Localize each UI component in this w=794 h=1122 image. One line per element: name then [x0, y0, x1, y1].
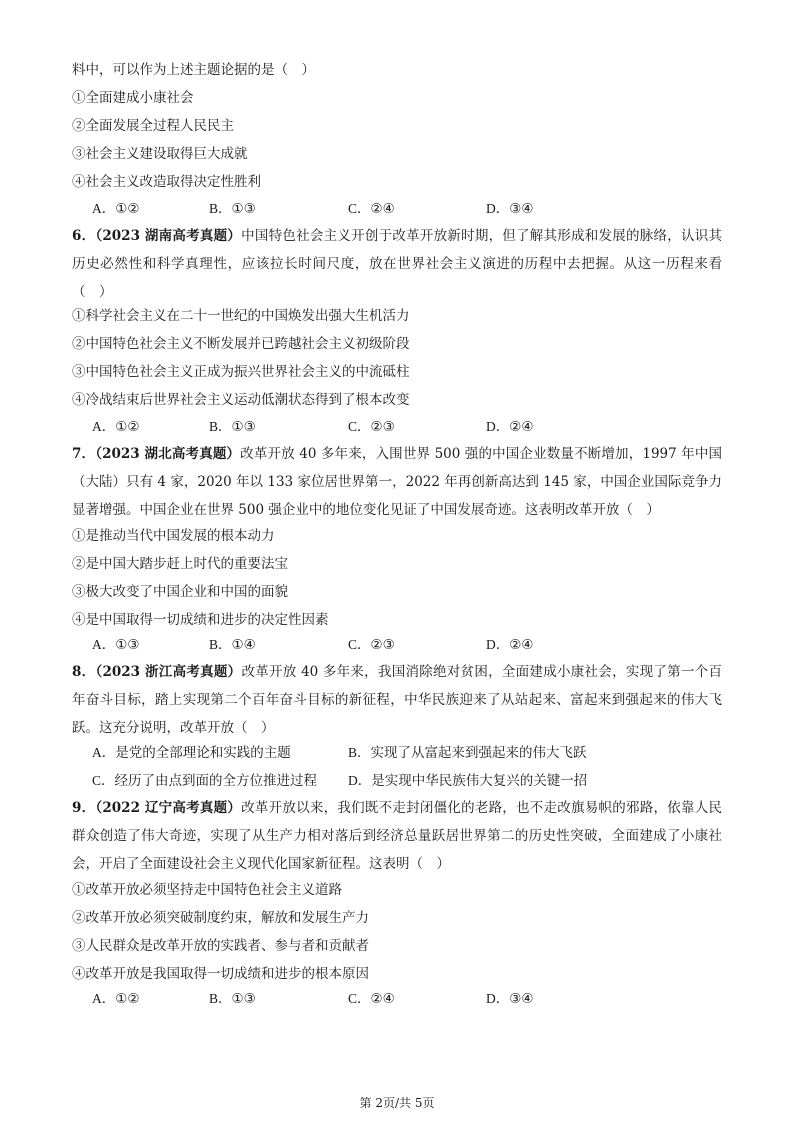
q9-option-d[interactable]: D．③④ [486, 991, 534, 1007]
q7-statement-2: ②是中国大踏步赶上时代的重要法宝 [72, 556, 288, 572]
q7-options [72, 634, 722, 656]
q8-option-d[interactable]: D．是实现中华民族伟大复兴的关键一招 [348, 773, 588, 789]
q7-statement-1: ①是推动当代中国发展的根本动力 [72, 528, 275, 544]
page-number-footer: 第 2页/共 5页 [359, 1096, 435, 1110]
q6-option-a[interactable]: A．①② [92, 419, 140, 435]
q9-statement-3: ③人民群众是改革开放的实践者、参与者和贡献者 [72, 938, 369, 954]
q7-statement-3: ③极大改变了中国企业和中国的面貌 [72, 584, 288, 600]
q9-statement-1: ①改革开放必须坚持走中国特色社会主义道路 [72, 882, 342, 898]
q5-statement-1: ①全面建成小康社会 [72, 90, 194, 106]
q8-options-row-1 [72, 742, 722, 764]
q9-statement-2: ②改革开放必须突破制度约束，解放和发展生产力 [72, 910, 369, 926]
q5-statement-3: ③社会主义建设取得巨大成就 [72, 146, 248, 162]
q6-option-c[interactable]: C．②③ [348, 419, 395, 435]
q9-source: （2022 辽宁高考真题） [95, 800, 242, 816]
q7-source: （2023 湖北高考真题） [95, 446, 241, 462]
q7-option-b[interactable]: B．①④ [209, 637, 256, 653]
q5-stem-tail: 料中，可以作为上述主题论据的是（ ） [72, 62, 315, 78]
q6-statement-1: ①科学社会主义在二十一世纪的中国焕发出强大生机活力 [72, 308, 410, 324]
q7-option-d[interactable]: D．②④ [486, 637, 534, 653]
q6-statement-3: ③中国特色社会主义正成为振兴世界社会主义的中流砥柱 [72, 364, 410, 380]
q7-option-a[interactable]: A．①③ [92, 637, 140, 653]
q8-options-row-2 [72, 770, 722, 792]
q6-statement-4: ④冷战结束后世界社会主义运动低潮状态得到了根本改变 [72, 392, 410, 408]
q5-options [72, 198, 722, 220]
q5-option-c[interactable]: C．②④ [348, 201, 395, 217]
q6-options [72, 416, 722, 438]
q6-statement-2: ②中国特色社会主义不断发展并已跨越社会主义初级阶段 [72, 336, 410, 352]
q9-options [72, 988, 722, 1010]
q5-statement-2: ②全面发展全过程人民民主 [72, 118, 234, 134]
q9-option-b[interactable]: B．①③ [209, 991, 256, 1007]
q6-stem: 6．（2023 湖南高考真题）中国特色社会主义开创于改革开放新时期，但了解其形成和发展的脉络，认识其历史必然性和科学真理性，应该拉长时间尺度，放在世界社会主义演进的历程中去把握。从这一历程来看（ ） [72, 228, 722, 300]
q9-option-c[interactable]: C．②④ [348, 991, 395, 1007]
q8-option-b[interactable]: B．实现了从富起来到强起来的伟大飞跃 [348, 745, 587, 761]
q8-option-a[interactable]: A．是党的全部理论和实践的主题 [92, 745, 291, 761]
q9-number: 9． [72, 800, 96, 816]
q5-statement-4: ④社会主义改造取得决定性胜利 [72, 174, 261, 190]
q6-option-d[interactable]: D．②④ [486, 419, 534, 435]
q8-source: （2023 浙江高考真题） [95, 664, 242, 680]
q5-option-b[interactable]: B．①③ [209, 201, 256, 217]
q9-option-a[interactable]: A．①② [92, 991, 140, 1007]
q6-number: 6． [72, 228, 96, 244]
q7-option-c[interactable]: C．②③ [348, 637, 395, 653]
q6-source: （2023 湖南高考真题） [95, 228, 242, 244]
q5-option-d[interactable]: D．③④ [486, 201, 534, 217]
q7-statement-4: ④是中国取得一切成绩和进步的决定性因素 [72, 612, 329, 628]
q7-number: 7． [72, 446, 96, 462]
q7-stem: 7．（2023 湖北高考真题）改革开放 40 多年来，入围世界 500 强的中国企业数量不断增加，1997 年中国（大陆）只有 4 家，2020 年以 133 家位居世界第一，2022 年再创新高达到 145 家，中国企业国际竞争力显著增强。中国企业在世界 500 强企业中的地位变化见证了中国发展奇迹。这表明改革开放（ ） [72, 446, 722, 518]
q8-option-c[interactable]: C．经历了由点到面的全方位推进过程 [92, 773, 318, 789]
q8-number: 8． [72, 664, 96, 680]
q6-option-b[interactable]: B．①③ [209, 419, 256, 435]
q5-option-a[interactable]: A．①② [92, 201, 140, 217]
q8-stem: 8．（2023 浙江高考真题）改革开放 40 多年来，我国消除绝对贫困，全面建成小康社会，实现了第一个百年奋斗目标，踏上实现第二个百年奋斗目标的新征程，中华民族迎来了从站起来、富起来到强起来的伟大飞跃。这充分说明，改革开放（ ） [72, 664, 722, 736]
q9-statement-4: ④改革开放是我国取得一切成绩和进步的根本原因 [72, 966, 369, 982]
q9-stem: 9．（2022 辽宁高考真题）改革开放以来，我们既不走封闭僵化的老路，也不走改旗易帜的邪路，依靠人民群众创造了伟大奇迹，实现了从生产力相对落后到经济总量跃居世界第二的历史性突破，全面建成了小康社会，开启了全面建设社会主义现代化国家新征程。这表明（ ） [72, 800, 722, 872]
